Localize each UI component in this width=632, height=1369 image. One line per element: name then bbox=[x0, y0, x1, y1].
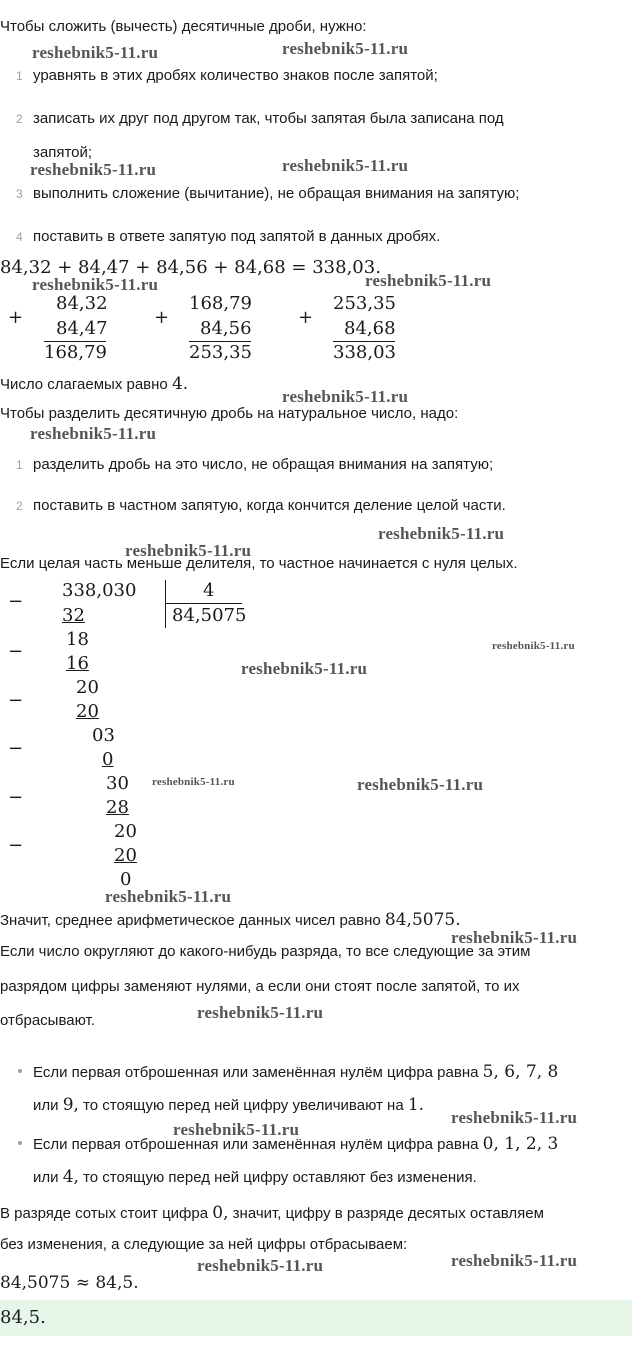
watermark: reshebnik5-11.ru bbox=[451, 1251, 578, 1270]
digits: 0, bbox=[212, 1203, 229, 1223]
minus-sign: − bbox=[8, 641, 24, 662]
watermark: reshebnik5-11.ru bbox=[32, 43, 159, 62]
approx-result: 84,5075 ≈ 84,5. bbox=[0, 1273, 139, 1293]
minus-sign: − bbox=[8, 835, 24, 856]
division-row: 28 bbox=[106, 797, 129, 818]
digits: 1. bbox=[407, 1095, 425, 1115]
digits: 9, bbox=[62, 1095, 79, 1115]
addend: 84,68 bbox=[344, 318, 396, 339]
watermark: reshebnik5-11.ru bbox=[197, 1003, 324, 1022]
rule-div-step: разделить дробь на это число, не обращая внимания на запятую; bbox=[33, 456, 494, 473]
sum-result: 338,03 bbox=[333, 342, 396, 363]
watermark: reshebnik5-11.ru bbox=[378, 524, 505, 543]
bullet-text: или bbox=[33, 1169, 59, 1186]
division-row: 30 bbox=[106, 773, 129, 794]
watermark: reshebnik5-11.ru bbox=[451, 928, 578, 947]
addend: 84,32 bbox=[56, 293, 108, 314]
division-bar bbox=[165, 580, 166, 628]
minus-sign: − bbox=[8, 787, 24, 808]
rule-add-step: уравнять в этих дробях количество знаков после запятой; bbox=[33, 67, 438, 84]
bullet-text: то стоящую перед ней цифру увеличивают на bbox=[83, 1097, 404, 1114]
watermark: reshebnik5-11.ru bbox=[173, 1120, 300, 1139]
mean-value: 84,5075. bbox=[384, 910, 461, 930]
mean-text bbox=[0, 909, 461, 931]
watermark: reshebnik5-11.ru bbox=[197, 1256, 324, 1275]
count-text bbox=[0, 373, 188, 395]
division-row: 18 bbox=[66, 629, 89, 650]
quotient-line bbox=[166, 603, 242, 604]
dividend: 338,030 bbox=[62, 580, 137, 601]
watermark: reshebnik5-11.ru bbox=[282, 387, 409, 406]
step-number: 2 bbox=[16, 112, 23, 126]
rounding-text: отбрасывают. bbox=[0, 1012, 95, 1029]
rule-add-step: записать их друг под другом так, чтобы запятая была записана под bbox=[33, 110, 504, 127]
digits: 0, 1, 2, 3 bbox=[482, 1134, 559, 1154]
conclusion-text: без изменения, а следующие за ней цифры отбрасываем: bbox=[0, 1236, 408, 1253]
sum-equation: 84,32 + 84,47 + 84,56 + 84,68 = 338,03. bbox=[0, 257, 381, 278]
division-row: 32 bbox=[62, 605, 85, 626]
watermark: reshebnik5-11.ru bbox=[357, 775, 484, 794]
step-number: 4 bbox=[16, 230, 23, 244]
watermark: reshebnik5-11.ru bbox=[451, 1108, 578, 1127]
quotient: 84,5075 bbox=[172, 605, 247, 626]
watermark: reshebnik5-11.ru bbox=[282, 39, 409, 58]
bullet-icon bbox=[18, 1141, 22, 1145]
count-label: Число слагаемых равно bbox=[0, 376, 168, 393]
rounding-bullet-cont bbox=[33, 1094, 424, 1116]
watermark: reshebnik5-11.ru bbox=[492, 640, 575, 652]
rounding-text: Если число округляют до какого-нибудь разряда, то все следующие за этим bbox=[0, 943, 531, 960]
rule-add-step-cont: запятой; bbox=[33, 144, 93, 161]
addend: 253,35 bbox=[333, 293, 396, 314]
step-number: 1 bbox=[16, 69, 23, 83]
divisor: 4 bbox=[203, 580, 215, 601]
division-row: 20 bbox=[76, 677, 99, 698]
plus-sign: + bbox=[8, 307, 24, 328]
bullet-text: Если первая отброшенная или заменённая нулём цифра равна bbox=[33, 1136, 479, 1153]
digits: 4, bbox=[62, 1167, 79, 1187]
mean-label: Значит, среднее арифметическое данных чисел равно bbox=[0, 912, 381, 929]
answer-value: 84,5. bbox=[0, 1307, 46, 1328]
rounding-text: разрядом цифры заменяют нулями, а если они стоят после запятой, то их bbox=[0, 978, 520, 995]
minus-sign: − bbox=[8, 738, 24, 759]
watermark: reshebnik5-11.ru bbox=[105, 887, 232, 906]
count-value: 4. bbox=[171, 374, 189, 394]
watermark: reshebnik5-11.ru bbox=[30, 424, 157, 443]
minus-sign: − bbox=[8, 690, 24, 711]
digits: 5, 6, 7, 8 bbox=[482, 1062, 559, 1082]
sum-result: 168,79 bbox=[44, 342, 107, 363]
watermark: reshebnik5-11.ru bbox=[125, 541, 252, 560]
bullet-text: Если первая отброшенная или заменённая нулём цифра равна bbox=[33, 1064, 479, 1081]
watermark: reshebnik5-11.ru bbox=[32, 275, 159, 294]
addend: 84,56 bbox=[200, 318, 252, 339]
watermark: reshebnik5-11.ru bbox=[241, 659, 368, 678]
rounding-bullet-cont bbox=[33, 1166, 477, 1188]
addend: 84,47 bbox=[56, 318, 108, 339]
step-number: 2 bbox=[16, 499, 23, 513]
plus-sign: + bbox=[298, 307, 314, 328]
division-row: 20 bbox=[114, 821, 137, 842]
answer-box bbox=[0, 1300, 632, 1336]
division-row: 0 bbox=[102, 749, 114, 770]
step-number: 1 bbox=[16, 458, 23, 472]
sum-result: 253,35 bbox=[189, 342, 252, 363]
conclusion-label: значит, цифру в разряде десятых оставляем bbox=[232, 1205, 544, 1222]
minus-sign: − bbox=[8, 591, 24, 612]
conclusion-text bbox=[0, 1202, 544, 1224]
division-row: 0 bbox=[120, 869, 132, 890]
addend: 168,79 bbox=[189, 293, 252, 314]
step-number: 3 bbox=[16, 187, 23, 201]
rounding-bullet bbox=[33, 1061, 558, 1083]
bullet-text: то стоящую перед ней цифру оставляют без изменения. bbox=[83, 1169, 477, 1186]
rule-div-note: Если целая часть меньше делителя, то частное начинается с нуля целых. bbox=[0, 555, 518, 572]
rule-div-step: поставить в частном запятую, когда кончится деление целой части. bbox=[33, 497, 506, 514]
rule-add-step: поставить в ответе запятую под запятой в данных дробях. bbox=[33, 228, 441, 245]
conclusion-label: В разряде сотых стоит цифра bbox=[0, 1205, 209, 1222]
rule-add-intro: Чтобы сложить (вычесть) десятичные дроби, нужно: bbox=[0, 18, 367, 35]
rule-add-step: выполнить сложение (вычитание), не обращая внимания на запятую; bbox=[33, 185, 520, 202]
bullet-text: или bbox=[33, 1097, 59, 1114]
watermark: reshebnik5-11.ru bbox=[282, 156, 409, 175]
watermark: reshebnik5-11.ru bbox=[365, 271, 492, 290]
division-row: 03 bbox=[92, 725, 115, 746]
division-row: 20 bbox=[114, 845, 137, 866]
plus-sign: + bbox=[154, 307, 170, 328]
division-row: 20 bbox=[76, 701, 99, 722]
bullet-icon bbox=[18, 1069, 22, 1073]
watermark: reshebnik5-11.ru bbox=[152, 776, 235, 788]
division-row: 16 bbox=[66, 653, 89, 674]
rule-div-intro: Чтобы разделить десятичную дробь на натуральное число, надо: bbox=[0, 405, 459, 422]
watermark: reshebnik5-11.ru bbox=[30, 160, 157, 179]
